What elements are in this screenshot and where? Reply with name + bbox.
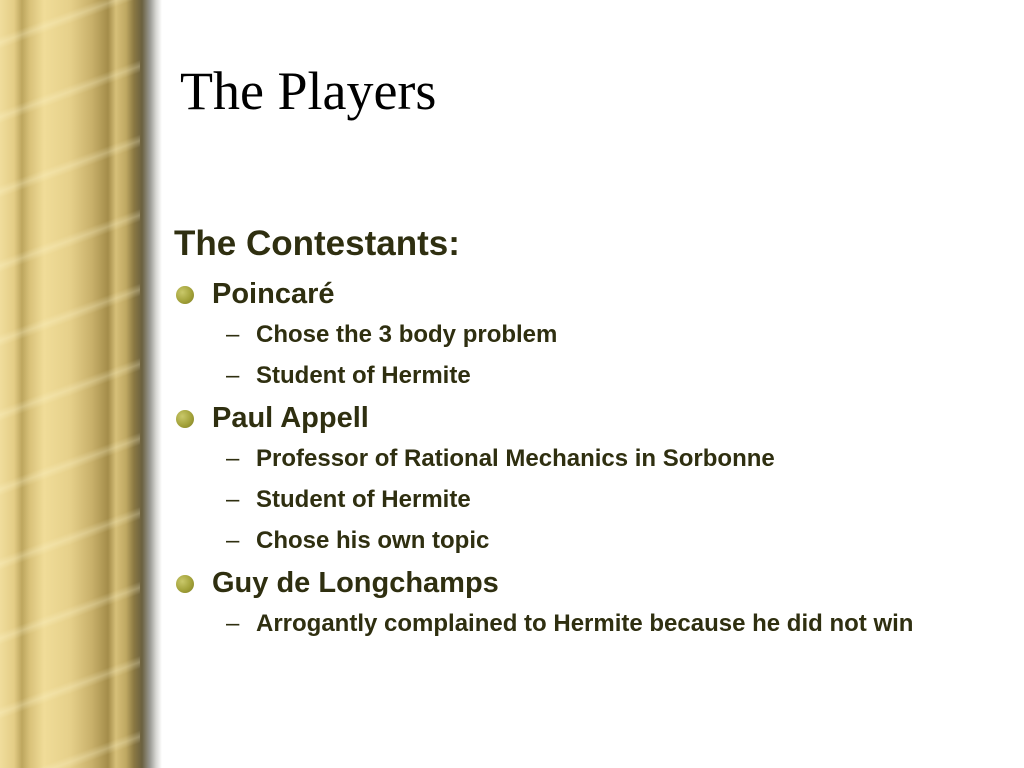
bullet-text: Paul Appell	[212, 402, 369, 434]
section-heading: The Contestants:	[174, 224, 460, 263]
dash-icon: –	[226, 486, 240, 513]
decorative-gold-column	[0, 0, 162, 768]
sub-bullet-text: Arrogantly complained to Hermite because he did not win	[256, 610, 914, 637]
column-streaks	[0, 0, 140, 768]
bullet-dot-icon	[176, 286, 194, 304]
sub-bullet-item	[174, 524, 994, 557]
sub-bullet-item	[174, 607, 994, 640]
sub-bullet-text: Professor of Rational Mechanics in Sorbonne	[256, 445, 775, 472]
slide-title: The Players	[180, 61, 437, 121]
sub-bullet-text: Chose the 3 body problem	[256, 321, 558, 348]
dash-icon: –	[226, 445, 240, 472]
bullet-text: Poincaré	[212, 278, 335, 310]
sub-bullet-item	[174, 483, 994, 516]
sub-bullet-item	[174, 359, 994, 392]
sub-bullet-list	[174, 607, 994, 640]
sub-bullet-list	[174, 442, 994, 557]
sub-bullet-text: Chose his own topic	[256, 527, 490, 554]
sub-bullet-item	[174, 318, 994, 351]
dash-icon: –	[226, 527, 240, 554]
bullet-text: Guy de Longchamps	[212, 567, 499, 599]
slide-body	[174, 222, 994, 648]
bullet-dot-icon	[176, 575, 194, 593]
sub-bullet-text: Student of Hermite	[256, 486, 471, 513]
sub-bullet-text: Student of Hermite	[256, 362, 471, 389]
bullet-item	[174, 276, 994, 312]
bullet-item	[174, 565, 994, 601]
bullet-item	[174, 400, 994, 436]
bullet-dot-icon	[176, 410, 194, 428]
sub-bullet-list	[174, 318, 994, 392]
dash-icon: –	[226, 362, 240, 389]
dash-icon: –	[226, 321, 240, 348]
dash-icon: –	[226, 610, 240, 637]
sub-bullet-item	[174, 442, 994, 475]
